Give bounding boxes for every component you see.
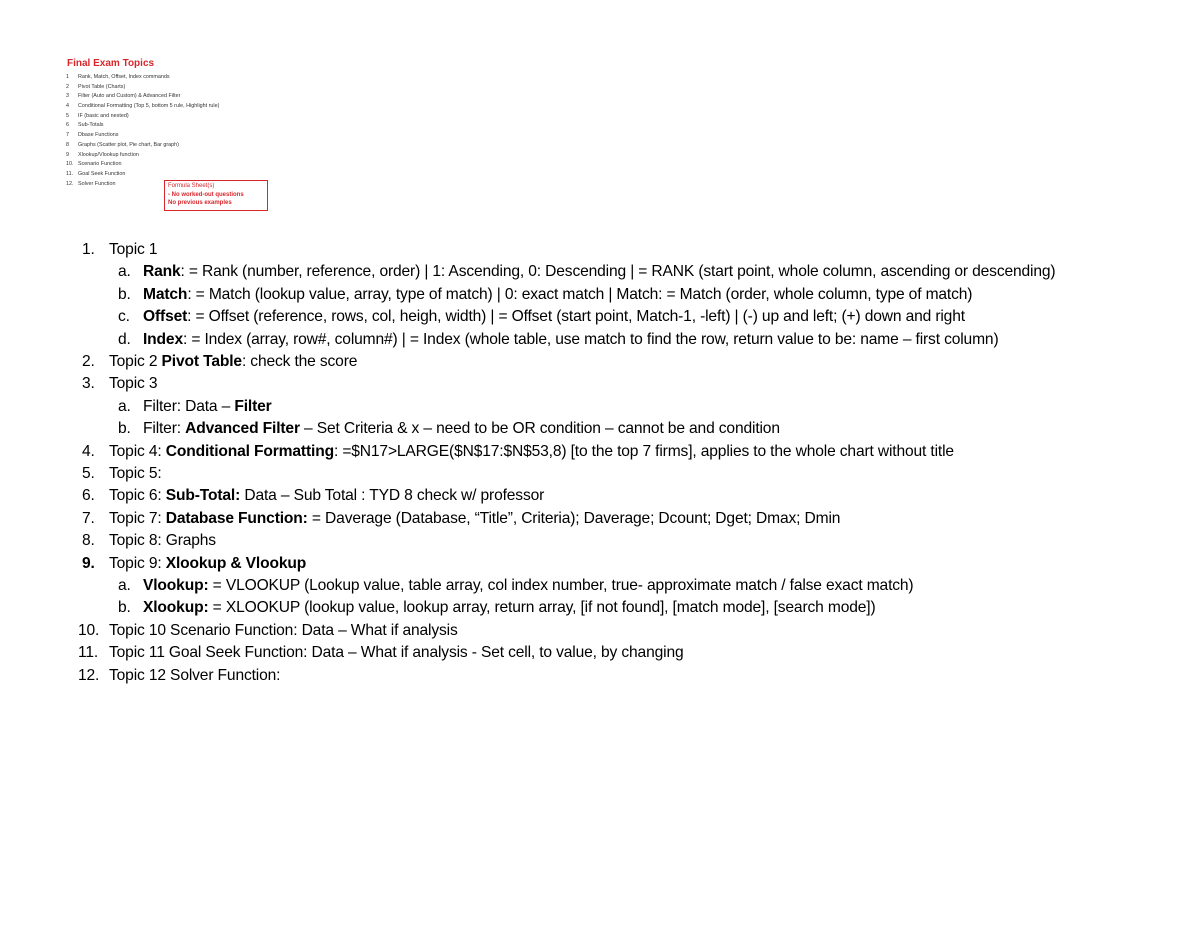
exam-topic-item: 12. Solver Function	[66, 180, 116, 187]
exam-topic-item: 8 Graphs (Scatter plot, Pie chart, Bar graph)	[66, 141, 179, 148]
exam-topics-image	[62, 56, 272, 214]
formula-sheet-line: - No worked-out questions	[168, 191, 244, 198]
exam-topic-item: 3 Filter (Auto and Custom) & Advanced Filter	[66, 93, 181, 100]
exam-topic-item: 9 Xlookup/Vlookup function	[66, 151, 139, 158]
exam-topic-item: 11. Goal Seek Function	[66, 170, 126, 177]
exam-topics-list	[66, 73, 219, 189]
formula-sheet-line: No previous examples	[168, 200, 232, 206]
exam-topic-item: 7 Dbase Functions	[66, 132, 119, 139]
exam-topic-item: 6 Sub-Totals	[66, 122, 104, 129]
exam-topic-item: 2 Pivot Table (Charts)	[66, 83, 126, 90]
formula-sheet-title: Formula Sheet(s)	[168, 183, 215, 189]
exam-topics-title: Final Exam Topics	[67, 58, 155, 69]
exam-topic-item: 4 Conditional Formatting (Top 5, bottom 5 rule, Highlight rule)	[66, 103, 220, 110]
exam-topic-item: 10. Scenario Function	[66, 161, 122, 168]
formula-sheet-note	[164, 180, 268, 211]
exam-topic-item: 5 IF (basic and nested)	[66, 112, 129, 119]
exam-topic-item: 1 Rank, Match, Offset, Index commands	[66, 74, 170, 80]
